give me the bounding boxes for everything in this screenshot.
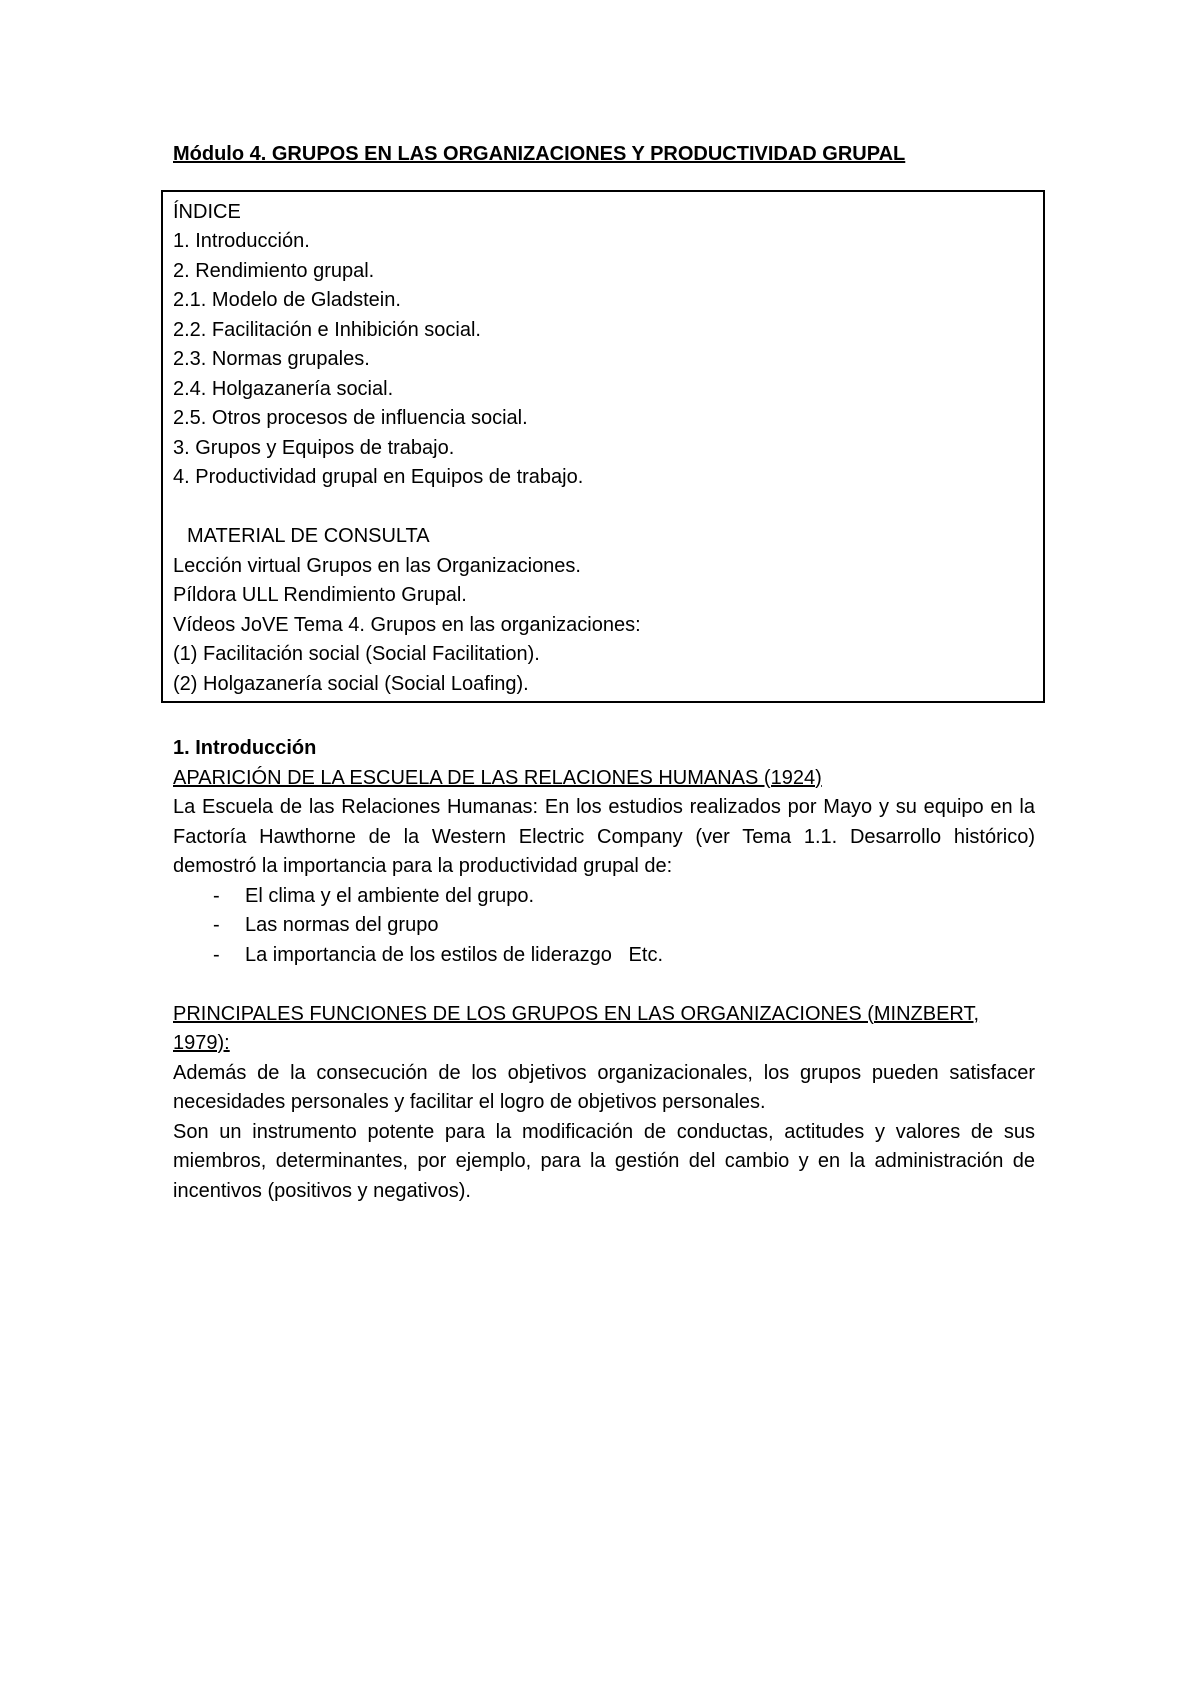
index-item: 1. Introducción. (173, 230, 310, 252)
list-item (173, 882, 1035, 912)
intro-section (173, 734, 1035, 970)
list-item (173, 941, 1035, 971)
index-box (161, 190, 1045, 704)
material-item: Lección virtual Grupos en las Organizaciones. (173, 554, 581, 577)
functions-paragraph-1: Además de la consecución de los objetivos organizacionales, los grupos pueden satisfacer necesidades personales y facilitar el logro de objetivos personales. (173, 1061, 1035, 1113)
document-page (173, 140, 1035, 1206)
bullet-text: La importancia de los estilos de liderazgo Etc. (245, 943, 663, 966)
material-heading: MATERIAL DE CONSULTA (187, 525, 430, 547)
index-item: 2.5. Otros procesos de influencia social. (173, 407, 528, 429)
index-item: 2.2. Facilitación e Inhibición social. (173, 318, 481, 341)
material-item: Vídeos JoVE Tema 4. Grupos en las organizaciones: (173, 613, 641, 636)
intro-subheading: APARICIÓN DE LA ESCUELA DE LAS RELACIONES HUMANAS (1924) (173, 766, 822, 789)
material-item: (2) Holgazanería social (Social Loafing). (173, 672, 529, 695)
dash-icon: - (213, 914, 220, 936)
intro-heading: 1. Introducción (173, 737, 317, 759)
intro-bullet-list (173, 882, 1035, 971)
section-spacer (173, 970, 1035, 1000)
index-item: 4. Productividad grupal en Equipos de trabajo. (173, 466, 584, 488)
index-heading: ÍNDICE (173, 200, 241, 223)
material-item: (1) Facilitación social (Social Facilitation). (173, 643, 540, 665)
index-item: 3. Grupos y Equipos de trabajo. (173, 436, 455, 459)
index-item: 2.3. Normas grupales. (173, 348, 370, 370)
index-item: 2.1. Modelo de Gladstein. (173, 289, 401, 311)
document-title: Módulo 4. GRUPOS EN LAS ORGANIZACIONES Y PRODUCTIVIDAD GRUPAL (173, 143, 906, 165)
index-item: 2. Rendimiento grupal. (173, 259, 375, 282)
functions-heading: PRINCIPALES FUNCIONES DE LOS GRUPOS EN LAS ORGANIZACIONES (MINZBERT, 1979): (173, 1002, 980, 1054)
dash-icon: - (213, 943, 220, 966)
intro-paragraph: La Escuela de las Relaciones Humanas: En los estudios realizados por Mayo y su equipo en la Factoría Hawthorne de la Western Electric Company (ver Tema 1.1. Desarrollo histórico) demostró la importancia para la productividad grupal de: (173, 796, 1035, 877)
list-item (173, 911, 1035, 941)
material-item: Píldora ULL Rendimiento Grupal. (173, 584, 467, 606)
index-spacer (173, 493, 1033, 523)
bullet-text: El clima y el ambiente del grupo. (245, 884, 535, 907)
functions-paragraph-2: Son un instrumento potente para la modificación de conductas, actitudes y valores de sus miembros, determinantes, por ejemplo, para la gestión del cambio y en la administración de incentivos (positivos y negativos). (173, 1120, 1035, 1202)
functions-section (173, 1000, 1035, 1207)
index-item: 2.4. Holgazanería social. (173, 377, 394, 400)
bullet-text: Las normas del grupo (245, 914, 439, 936)
dash-icon: - (213, 884, 220, 907)
